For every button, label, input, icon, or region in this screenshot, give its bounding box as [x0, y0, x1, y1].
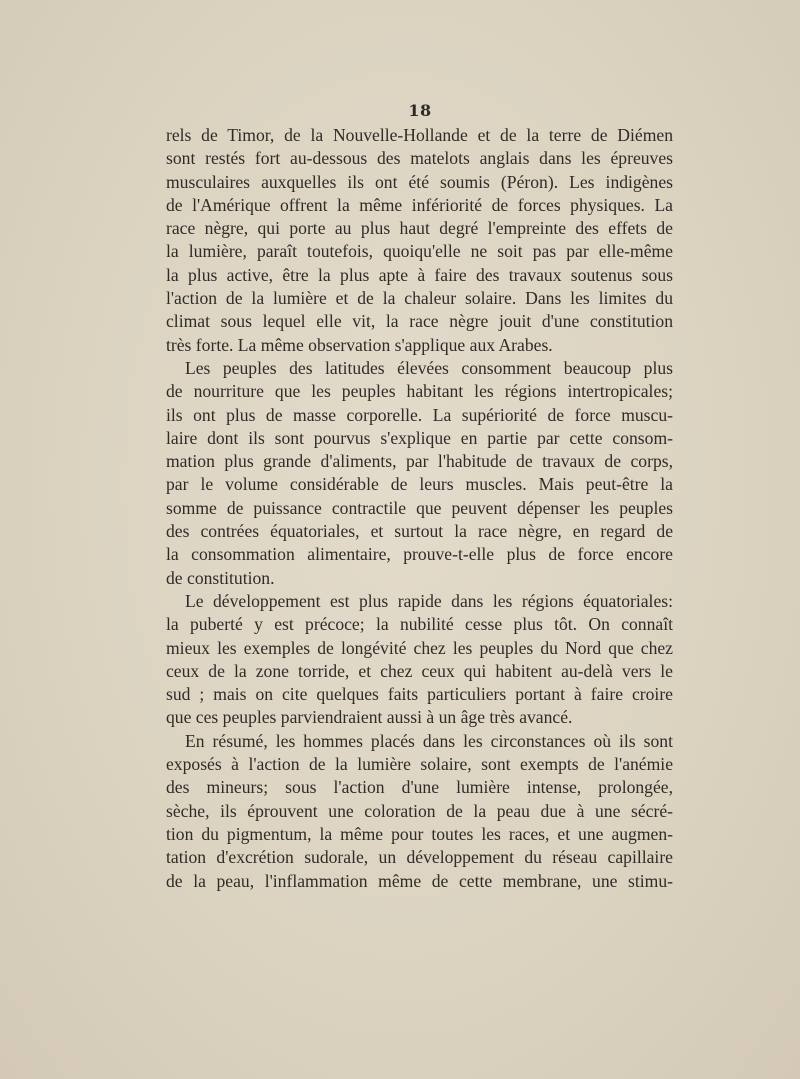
text-line: exposés à l'action de la lumière solaire, sont exempts de l'anémie	[166, 754, 673, 775]
text-line: sèche, ils éprouvent une coloration de la peau due à une sécré-	[166, 800, 673, 821]
text-line: Les peuples des latitudes élevées consomment beaucoup plus	[185, 357, 673, 378]
text-line: musculaires auxquelles ils ont été soumis (Péron). Les indigènes	[166, 171, 673, 192]
body-text	[166, 124, 673, 893]
text-line: En résumé, les hommes placés dans les circonstances où ils sont	[185, 730, 673, 751]
text-line: laire dont ils sont pourvus s'explique en partie par cette consom-	[166, 427, 673, 448]
text-line: de la peau, l'inflammation même de cette membrane, une stimu-	[166, 870, 673, 891]
text-line: des contrées équatoriales, et surtout la race nègre, en regard de	[166, 521, 673, 542]
text-line: somme de puissance contractile que peuvent dépenser les peuples	[166, 497, 673, 518]
text-line: par le volume considérable de leurs muscles. Mais peut-être la	[166, 474, 673, 495]
text-line: de constitution.	[166, 567, 275, 588]
text-line: que ces peuples parviendraient aussi à un âge très avancé.	[166, 707, 573, 728]
text-line: mieux les exemples de longévité chez les peuples du Nord que chez	[166, 637, 673, 658]
text-line: de nourriture que les peuples habitant les régions intertropicales;	[166, 381, 673, 402]
text-line: la consommation alimentaire, prouve-t-elle plus de force encore	[166, 544, 673, 565]
text-line: tion du pigmentum, la même pour toutes les races, et une augmen-	[166, 823, 673, 844]
text-line: sud ; mais on cite quelques faits particuliers portant à faire croire	[166, 684, 673, 705]
text-line: de l'Amérique offrent la même infériorité de forces physiques. La	[166, 194, 673, 215]
text-line: des mineurs; sous l'action d'une lumière intense, prolongée,	[166, 777, 673, 798]
text-line: ceux de la zone torride, et chez ceux qui habitent au-delà vers le	[166, 660, 673, 681]
text-line: très forte. La même observation s'applique aux Arabes.	[166, 334, 553, 355]
text-line: la lumière, paraît toutefois, quoiqu'elle ne soit pas par elle-même	[166, 241, 673, 262]
text-line: race nègre, qui porte au plus haut degré l'empreinte des effets de	[166, 218, 673, 239]
text-line: climat sous lequel elle vit, la race nègre jouit d'une constitution	[166, 311, 673, 332]
text-line: l'action de la lumière et de la chaleur solaire. Dans les limites du	[166, 288, 673, 309]
text-line: mation plus grande d'aliments, par l'habitude de travaux de corps,	[166, 451, 673, 472]
text-line: tation d'excrétion sudorale, un développement du réseau capillaire	[166, 847, 673, 868]
text-line: ils ont plus de masse corporelle. La supériorité de force muscu-	[166, 404, 673, 425]
text-line: la plus active, être la plus apte à faire des travaux soutenus sous	[166, 264, 673, 285]
page-number: 18	[408, 101, 432, 120]
text-line: sont restés fort au-dessous des matelots anglais dans les épreuves	[166, 148, 673, 169]
text-line: rels de Timor, de la Nouvelle-Hollande et de la terre de Diémen	[166, 125, 673, 145]
text-line: la puberté y est précoce; la nubilité cesse plus tôt. On connaît	[166, 614, 673, 635]
text-line: Le développement est plus rapide dans les régions équatoriales:	[185, 590, 673, 611]
